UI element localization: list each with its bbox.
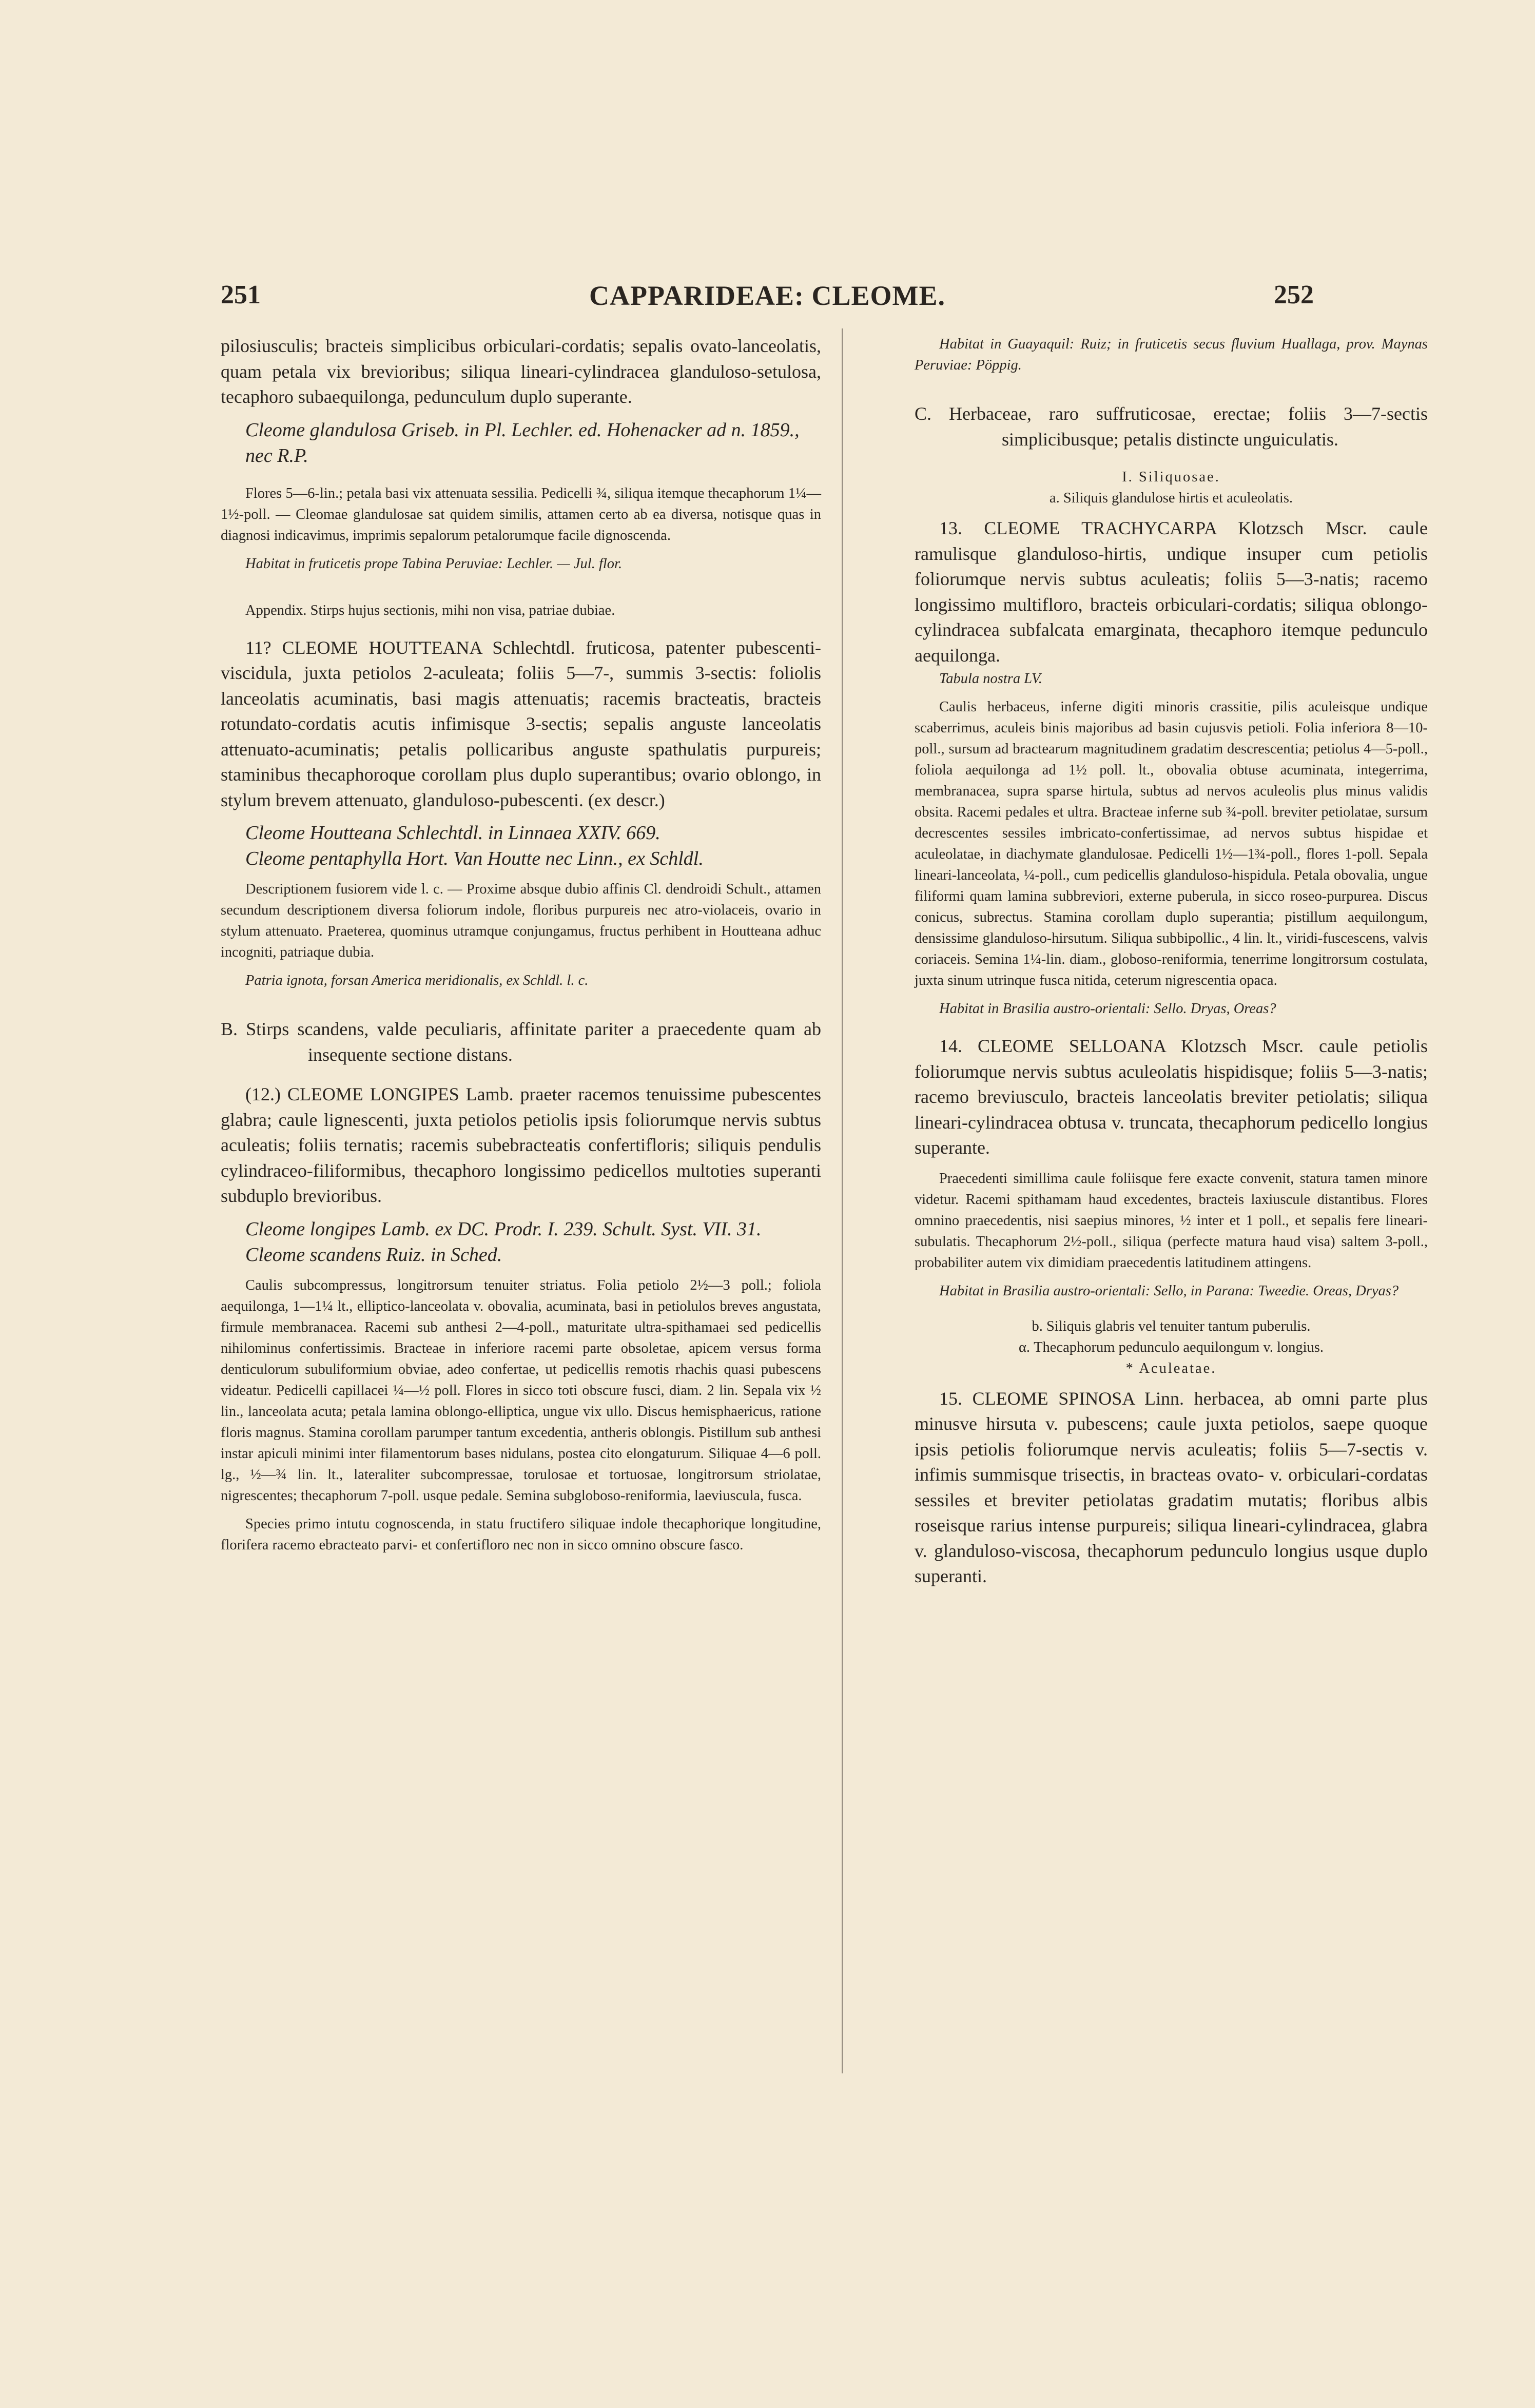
- species-13-trachycarpa: 13. CLEOME TRACHYCARPA Klotzsch Mscr. caule ramulisque glanduloso-hirtis, undique insuper cum petiolis foliorumque nervis subtus aculeatis; foliis 5—3-natis; racemo longissimo multifloro, bracteis orbiculari-cordatis; siliqua oblongo-cylindracea subfalcata emarginata, thecaphoro itemque pedunculo aequilonga.: [915, 518, 1428, 666]
- synonym-scandens: Cleome scandens Ruiz. in Sched.: [245, 1244, 502, 1266]
- right-column: [915, 334, 1428, 1589]
- description-selloana: Praecedenti simillima caule foliisque fere exacte convenit, statura tamen minore videtur. Racemi spithamam haud excedentes, bracteis laxiuscule distantibus. Flores omnino praecedentis, nisi saepius minores, ½ inter et 1 poll., et sepalis fere lineari-subulatis. Thecaphorum 2½-poll., siliqua (perfecte matura haud visa) saltem 3-poll., probabiliter autem vix dimidiam praecedentis latitudinem attingens.: [915, 1170, 1428, 1271]
- habitat-selloana: Habitat in Brasilia austro-orientali: Sello, in Parana: Tweedie. Oreas, Dryas?: [939, 1283, 1399, 1299]
- running-title: CAPPARIDEAE: CLEOME.: [589, 280, 945, 311]
- habitat-houtteana: Patria ignota, forsan America meridionalis, ex Schldl. l. c.: [245, 973, 589, 988]
- synonym-glandulosa: Cleome glandulosa Griseb. in Pl. Lechler. ed. Hohenacker ad n. 1859., nec R.P.: [245, 419, 800, 467]
- note-longipes: Species primo intutu cognoscenda, in statu fructifero siliquae indole thecaphorique longitudine, florifera racemo ebracteato parvi- et confertifloro nec non in sicco omnino obscure fasco.: [221, 1516, 821, 1553]
- left-column: [221, 334, 821, 1556]
- habitat-longipes: Habitat in Guayaquil: Ruiz; in fruticetis secus fluvium Huallaga, prov. Maynas Peruviae: Pöppig.: [915, 336, 1428, 373]
- synonym-pentaphylla: Cleome pentaphylla Hort. Van Houtte nec Linn., ex Schldl.: [245, 848, 704, 869]
- paragraph-diagnosis-10: pilosiusculis; bracteis simplicibus orbiculari-cordatis; sepalis ovato-lanceolatis, quam petala vix brevioribus; siliqua lineari-cylindracea glanduloso-setulosa, tecaphoro subaequilonga, pedunculum duplo superante.: [221, 336, 821, 407]
- description-trachycarpa: Caulis herbaceus, inferne digiti minoris crassitie, pilis aculeisque undique scaberrimus, aculeis binis majoribus ad basin cujusvis petioli. Folia inferiora 8—10-poll., sursum ad bractearum magnitudinem gradatim descrescentia; petiolus 4—5-poll., foliola aequilonga ad 1½ poll. lt., obovalia obtuse acuminata, integerrima, membranacea, supra sparse hirtula, subtus ad nervos aculeolis plus minus validis obsita. Racemi pedales et ultra. Bracteae inferne sub ¾-poll. breviter petiolatae, sursum decrescentes sessiles imbricato-confertissimae, ad nervos subtus hispidae et aculeolatae, in diachymate glandulosae. Pedicelli 1½—1¾-poll., flores 1-poll. Sepala lineari-lanceolata, ¼-poll., cum pedicellis glanduloso-hispidula. Petala obovalia, ungue filiformi quam lamina subbreviori, externe puberula, in sicco roseo-purpurea. Discus conicus, subrectus. Stamina corollam duplo superantia; pistillum aequilongum, densissime glanduloso-hirsutum. Siliqua subbipollic., 4 lin. lt., viridi-fuscescens, valvis coriaceis. Semina 1¼-lin. diam., globoso-reniformia, tenerrime longitrorsum costulata, juxta sinum utrinque fusca nitida, ceterum nigrescentia opaca.: [915, 699, 1428, 988]
- habitat-trachycarpa: Habitat in Brasilia austro-orientali: Sello. Dryas, Oreas?: [939, 1001, 1276, 1017]
- column-divider: [842, 328, 843, 2073]
- description-longipes: Caulis subcompressus, longitrorsum tenuiter striatus. Folia petiolo 2½—3 poll.; foliola aequilonga, 1—1¼ lt., elliptico-lanceolata v. obovalia, acuminata, basi in petiolulos breves angustata, firmule membranacea. Racemi sub anthesi 2—4-poll., maturitate ultra-spithamaei sed pedicellis nihilominus confertissimis. Bracteae in inferiore racemi parte obsoletae, apicem versus forma denticulorum subuliformium obviae, adeo confertae, ut pedicellis remotis rhachis quasi pubescens videatur. Pedicelli capillacei ¼—½ poll. Flores in sicco toti obscure fusci, diam. 2 lin. Sepala vix ½ lin., lanceolata acuta; petala lamina oblongo-elliptica, ungue vix ullo. Discus hemisphaericus, ratione floris magnus. Stamina corollam parumper tantum excedentia, antheris oblongis. Pistillum sub anthesi instar apiculi minimi inter filamentorum bases nidulans, postea cito elongaturum. Siliquae 4—6 poll. lg., ½—¾ lin. lt., lateraliter subcompressae, torulosae et tortuosae, longitrorsum striolatae, nigrescentes; thecaphorum 7-poll. usque pedale. Semina subgloboso-reniformia, laeviuscula, fusca.: [221, 1277, 821, 1504]
- species-12-longipes: (12.) CLEOME LONGIPES Lamb. praeter racemos tenuissime pubescentes glabra; caule lignescenti, juxta petiolos petiolis ipsis foliorumque nervis subtus aculeatis; foliis ternatis; racemis subebracteatis confertifloris; siliquis pendulis cylindraceo-filiformibus, thecaphoro longissimo pedicellos multoties superanti subduplo brevioribus.: [221, 1084, 821, 1206]
- page-number-left: 251: [221, 280, 261, 309]
- section-b-heading: B. Stirps scandens, valde peculiaris, affinitate pariter a praecedente quam ab insequente sectione distans.: [221, 1019, 821, 1065]
- section-c-heading: C. Herbaceae, raro suffruticosae, erectae; foliis 3—7-sectis simplicibusque; petalis distincte unguiculatis.: [915, 403, 1428, 450]
- page-number-right: 252: [1274, 280, 1314, 309]
- group-alpha-heading: α. Thecaphorum pedunculo aequilongum v. longius.: [1018, 1339, 1324, 1355]
- habitat-glandulosa: Habitat in fruticetis prope Tabina Peruviae: Lechler. — Jul. flor.: [245, 555, 623, 572]
- synonym-houtteana: Cleome Houtteana Schlechtdl. in Linnaea XXIV. 669.: [245, 822, 660, 844]
- species-15-spinosa: 15. CLEOME SPINOSA Linn. herbacea, ab omni parte plus minusve hirsuta v. pubescens; caule juxta petiolos, saepe quoque ipsis petiolis foliorumque nervis aculeatis; foliis 5—7-sectis v. infimis summisque trisectis, in bracteas ovato- v. orbiculari-cordatas sessiles et breviter petiolatas gradatim mutatis; floribus albis roseisque rarius intense purpureis; siliqua lineari-cylindracea, glabra v. glanduloso-viscosa, thecaphorum pedunculo longius usque duplo superanti.: [915, 1388, 1428, 1586]
- synonym-longipes: Cleome longipes Lamb. ex DC. Prodr. I. 239. Schult. Syst. VII. 31.: [245, 1218, 762, 1240]
- appendix-note: Appendix. Stirps hujus sectionis, mihi non visa, patriae dubiae.: [245, 602, 615, 618]
- species-11-houtteana: 11? CLEOME HOUTTEANA Schlechtdl. fruticosa, patenter pubescenti-viscidula, juxta petiolos 2-aculeata; foliis 5—7-, summis 3-sectis: foliolis lanceolatis acuminatis, basi magis attenuatis; racemis bracteatis, bracteis rotundato-cordatis acutis infimisque 3-sectis; sepalis anguste lanceolatis attenuato-acuminatis; petalis pollicaribus anguste spathulatis purpureis; staminibus thecaphoroque corollam plus duplo superantibus; ovario oblongo, in stylum brevem attenuato, glanduloso-pubescenti. (ex descr.): [221, 637, 821, 810]
- note-glandulosa: Flores 5—6-lin.; petala basi vix attenuata sessilia. Pedicelli ¾, siliqua itemque thecaphorum 1¼—1½-poll. — Cleomae glandulosae sat quidem similis, attamen certo ab ea diversa, notisque quas in diagnosi indicavimus, imprimis sepalorum petalorumque facile dignoscenda.: [221, 485, 821, 543]
- note-houtteana: Descriptionem fusiorem vide l. c. — Proxime absque dubio affinis Cl. dendroidi Schult., attamen secundum descriptionem diversa foliorum indole, floribus purpureis nec atro-violaceis, ovario in stylum attenuato. Praeterea, quominus utramque conjungamus, fructus perhibent in Houtteana adhuc incogniti, patriaque dubia.: [221, 881, 821, 960]
- group-b-heading: b. Siliquis glabris vel tenuiter tantum puberulis.: [1032, 1318, 1311, 1334]
- plate-reference: Tabula nostra LV.: [939, 671, 1042, 687]
- page-header: [221, 280, 1314, 321]
- subsection-siliquosae: I. Siliquosae.: [1122, 469, 1220, 485]
- group-a-heading: a. Siliquis glandulose hirtis et aculeolatis.: [1049, 490, 1293, 506]
- species-14-selloana: 14. CLEOME SELLOANA Klotzsch Mscr. caule petiolis foliorumque nervis subtus aculeolatis hispidisque; foliis 5—3-natis; racemo breviusculo, bracteis lanceolatis breviter petiolatis; siliqua lineari-cylindracea obtusa v. truncata, thecaphorum pedicello longius superante.: [915, 1036, 1428, 1158]
- group-aculeatae-heading: * Aculeatae.: [1125, 1360, 1217, 1376]
